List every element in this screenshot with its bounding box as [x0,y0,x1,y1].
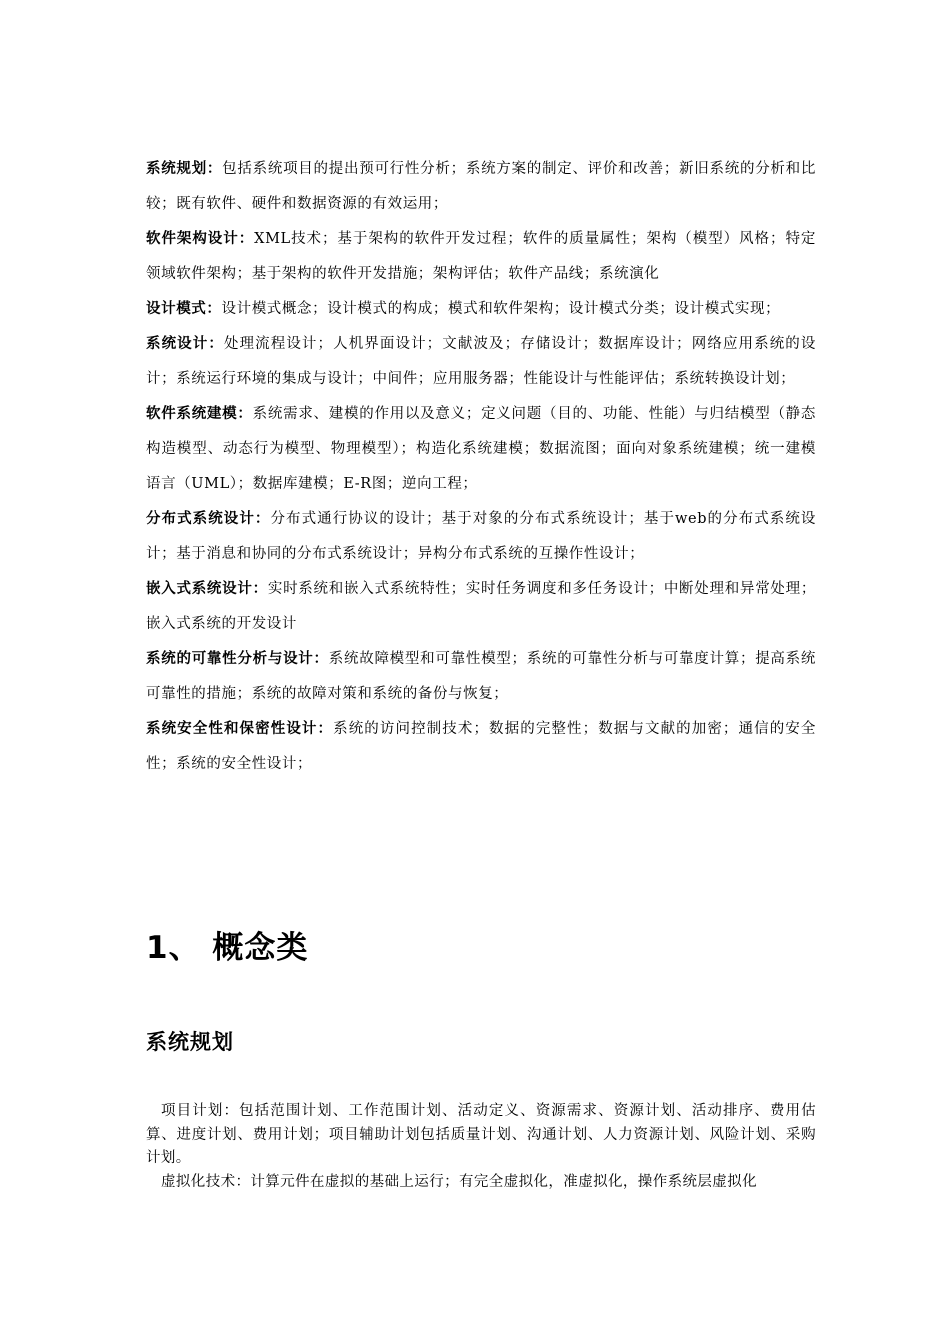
topic-term: 设计模式： [146,301,222,317]
section-body [146,1100,816,1194]
topic-item [146,502,816,572]
topic-description: 系统需求、建模的作用以及意义；定义问题（目的、功能、性能）与归结模型（静态构造模型、动态行为模型、物理模型）；构造化系统建模；数据流图；面向对象系统建模；统一建模语言（UML）；数据库建模；E-R图；逆向工程； [146,406,817,492]
topic-item [146,152,816,222]
topic-term: 软件系统建模： [146,406,253,422]
topic-term: 嵌入式系统设计： [146,581,268,597]
topic-term: 系统设计： [146,336,224,352]
topic-item [146,222,816,292]
body-paragraph: 项目计划：包括范围计划、工作范围计划、活动定义、资源需求、资源计划、活动排序、费用估算、进度计划、费用计划；项目辅助计划包括质量计划、沟通计划、人力资源计划、风险计划、采购计划。 [146,1103,816,1166]
topic-description: XML技术；基于架构的软件开发过程；软件的质量属性；架构（模型）风格；特定领域软件架构；基于架构的软件开发措施；架构评估；软件产品线；系统演化 [146,231,816,282]
topic-description: 设计模式概念；设计模式的构成；模式和软件架构；设计模式分类；设计模式实现； [221,301,781,317]
topic-description: 分布式通行协议的设计；基于对象的分布式系统设计；基于web的分布式系统设计；基于消息和协同的分布式系统设计；异构分布式系统的互操作性设计； [146,511,816,562]
body-paragraph: 虚拟化技术：计算元件在虚拟的基础上运行；有完全虚拟化，准虚拟化，操作系统层虚拟化 [161,1173,757,1190]
topic-description: 系统的访问控制技术；数据的完整性；数据与文献的加密；通信的安全性；系统的安全性设计； [146,721,816,772]
topic-term: 分布式系统设计： [146,511,271,527]
topic-term: 系统规划： [146,161,223,177]
topic-description: 实时系统和嵌入式系统特性；实时任务调度和多任务设计；中断处理和异常处理；嵌入式系统的开发设计 [146,581,816,632]
topic-item [146,642,816,712]
topic-item [146,327,816,397]
topic-term: 系统的可靠性分析与设计： [146,651,329,667]
topic-item [146,712,816,782]
section-heading: 1、 概念类 [146,930,309,966]
topic-item [146,572,816,642]
topic-description: 处理流程设计；人机界面设计；文献波及；存储设计；数据库设计；网络应用系统的设计；系统运行环境的集成与设计；中间件；应用服务器；性能设计与性能评估；系统转换设计划； [146,336,817,387]
exam-topic-list [146,152,816,782]
subsection-heading: 系统规划 [146,1030,234,1054]
topic-description: 系统故障模型和可靠性模型；系统的可靠性分析与可靠度计算；提高系统可靠性的措施；系统的故障对策和系统的备份与恢复； [146,651,816,702]
topic-description: 包括系统项目的提出预可行性分析；系统方案的制定、评价和改善；新旧系统的分析和比较；既有软件、硬件和数据资源的有效运用； [146,161,816,212]
topic-item [146,292,816,327]
topic-item [146,397,816,502]
topic-term: 系统安全性和保密性设计： [146,721,334,737]
topic-term: 软件架构设计： [146,231,255,247]
